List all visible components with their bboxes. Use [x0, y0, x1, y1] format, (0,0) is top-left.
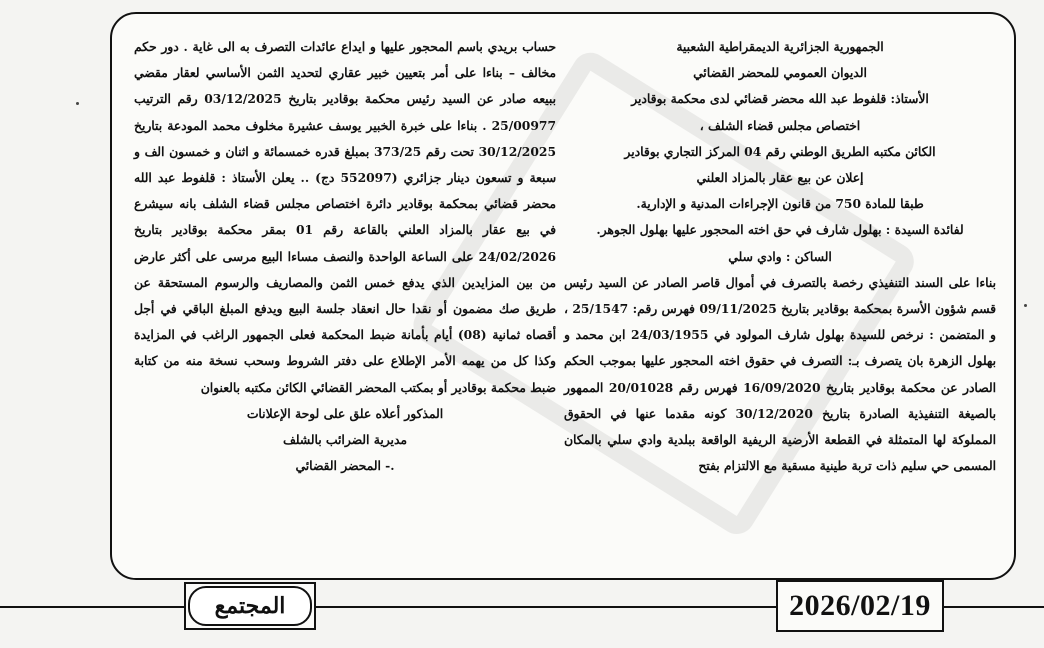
left-paragraph-0: حساب بريدي باسم المحجور عليها و ايداع عائدات التصرف به الى غاية . دور حكم مخالف – بناءا على أمر بتعيين خبير عقاري لتحديد الثمن الأساسي لعقار مقضي ببيعه صادر عن السيد رئيس محكمة بوقادير بتاريخ 03/12/2025 رقم الترتيب 25/00977 . بناءا على خبرة الخبير يوسف عشيرة مخلوف محمد المودعة بتاريخ 30/12/2025 تحت رقم 373/25 بمبلغ قدره خمسمائة و اثنان و خمسون الف و سبعة و تسعون دينار جزائري (552097 دج) .. يعلن الأستاذ : قلفوط عبد الله محضر قضائي بمحكمة بوقادير دائرة اختصاص مجلس قضاء الشلف بانه سيشرع في بيع عقار بالمزاد العلني بالقاعة رقم 01 بمقر محكمة بوقادير بتاريخ 24/02/2026 على الساعة الواحدة والنصف مساءا البيع مرسى على أكثر عارض من بين المزايدين الذي يدفع خمس الثمن والمصاريف والرسوم المستحقة عن طريق صك مضمون أو نقدا حال انعقاد جلسة البيع ويدفع المبلغ الباقي في أجل أقصاه ثمانية (08) أيام بأمانة ضبط المحكمة فعلى الجمهور الراغب في المزايدة وكذا كل من يهمه الأمر الإطلاع على دفتر الشروط وسحب نسخة منه من كتابة ضبط محكمة بوقادير أو بمكتب المحضر القضائي الكائن مكتبه بالعنوان [134, 39, 557, 395]
scan-speck [1024, 304, 1027, 307]
right-paragraph-7: لفائدة السيدة : بهلول شارف في حق اخته المحجور عليها بهلول الجوهر. [596, 222, 964, 238]
scan-speck [76, 102, 79, 105]
left-paragraph-2: مديرية الضرائب بالشلف [282, 432, 408, 448]
left-paragraph-1: المذكور أعلاه علق على لوحة الإعلانات [246, 405, 444, 421]
right-paragraph-4: الكائن مكتبه الطريق الوطني رقم 04 المركز التجاري بوقادير [624, 143, 936, 159]
right-paragraph-0: الجمهورية الجزائرية الديمقراطية الشعبية [676, 39, 884, 54]
right-paragraph-1: الديوان العمومي للمحضر القضائي [693, 65, 867, 81]
right-paragraph-8: الساكن : وادي سلي [728, 248, 832, 264]
right-paragraph-3: اختصاص مجلس قضاء الشلف ، [699, 117, 861, 133]
notice-frame [110, 12, 1016, 580]
left-paragraph-3: .- المحضر القضائي [295, 458, 395, 474]
right-paragraph-2: الأستاذ: قلفوط عبد الله محضر قضائي لدى محكمة بوقادير [631, 91, 929, 107]
date-box [776, 580, 944, 632]
issue-date: 2026/02/19 [789, 589, 931, 622]
right-paragraph-6: طبقا للمادة 750 من قانون الإجراءات المدنية و الإدارية. [636, 196, 924, 212]
logo-text: المجتمع [214, 593, 286, 619]
right-paragraph-5: إعلان عن بيع عقار بالمزاد العلني [696, 170, 864, 186]
right-paragraph-9: بناءا على السند التنفيذي رخصة بالتصرف في أموال قاصر الصادر عن السيد رئيس قسم شؤون الأسرة بمحكمة بوقادير بتاريخ 09/11/2025 فهرس رقم: 25/1547 ، و المتضمن : نرخص للسيدة بهلول شارف المولود في 24/03/1955 ابن محمد و بهلول الزهرة بان يتصرف بـ: التصرف في حقوق اخته المحجور عليها بموجب الحكم الصادر عن محكمة بوقادير بتاريخ 16/09/2020 فهرس رقم 20/01028 الممهور بالصيغة التنفيذية الصادرة بتاريخ 30/12/2020 كونه مقدما عنها في الحقوق المملوكة لها المتمثلة في القطعة الأرضية الريفية الواقعة ببلدية وادي سلي بالمكان المسمى حي سليم ذات تربة طينية مسقية مع الالتزام بفتح [564, 274, 997, 474]
newspaper-logo [184, 582, 316, 630]
right-column [564, 34, 996, 566]
left-column [134, 34, 556, 566]
